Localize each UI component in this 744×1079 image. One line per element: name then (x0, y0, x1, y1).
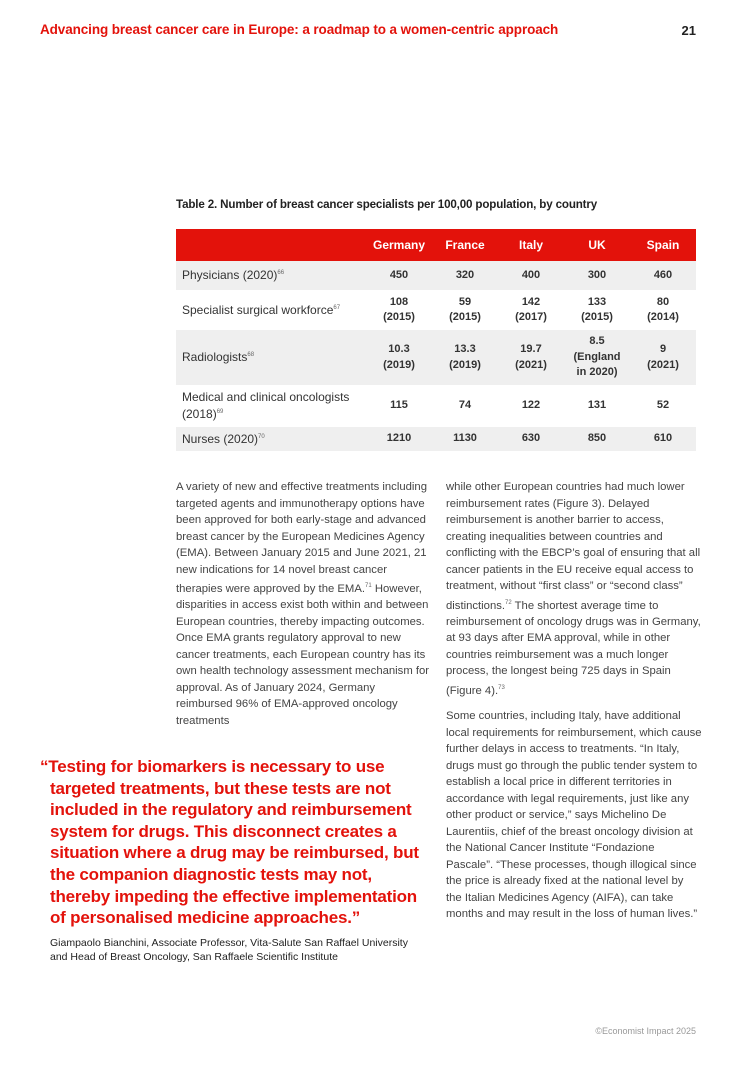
table-row (176, 261, 696, 290)
table-cell: 133 (2015) (564, 290, 630, 330)
table-cell: 10.3 (2019) (366, 330, 432, 385)
footnote-ref: 68 (247, 352, 255, 359)
table-cell: 850 (564, 427, 630, 451)
table-cell: 450 (366, 261, 432, 290)
row-label: Medical and clinical oncologists $(2018)^{69}$ (176, 385, 366, 427)
header-empty (176, 229, 366, 261)
table-row (176, 290, 696, 330)
table-cell: 52 (630, 385, 696, 427)
table-cell: 1130 (432, 427, 498, 451)
column-header: Germany (366, 229, 432, 261)
row-label: Nurses $(2020)^{70}$ (176, 427, 366, 451)
footnote-ref: 72 (505, 599, 512, 606)
table-row (176, 385, 696, 427)
table-row (176, 330, 696, 385)
table-cell: 122 (498, 385, 564, 427)
table-cell: 610 (630, 427, 696, 451)
table-cell: 13.3 (2019) (432, 330, 498, 385)
body-paragraph: while other European countries had much lower reimbursement rates (Figure 3). Delayed reimbursement is another barrier to access, creating inequalities between countries and conflicting with the EBCP’s goal of ensuring that all cancer patients in the EU receive equal access to treatment, without “first class” or “second class” distinctions.$^{72}$ The shortest average time to reimbursement of oncology drugs was in Germany, at 93 days after EMA approval, while in other countries reimbursement was a much longer process, the longest being 725 days in Spain (Figure 4).$^{73}$ (446, 481, 701, 697)
row-label: Radiologists$^{68}$ (176, 330, 366, 385)
body-paragraph: Some countries, including Italy, have additional local requirements for reimbursement, which cause further delays in access to treatments. “In Italy, drugs must go through the public tender system to establish a local price in different territories in accordance with legal requirements, just like any other product or service,” says Michelino De Laurentiis, chief of the breast oncology division at the National Cancer Institute “Fondazione Pascale”. “These processes, though illogical since the price is already fixed at the national level by the Italian Medicines Agency (AIFA), can take months and may result in the loss of human lives.” (446, 710, 702, 921)
footnote-ref: 66 (277, 270, 285, 277)
body-paragraph: A variety of new and effective treatments including targeted agents and immunotherapy options have been approved for both early-stage and advanced breast cancer by the European Medicines Agency (EMA). Between January 2015 and June 2021, 21 new indications for 14 novel breast cancer therapies were approved by the EMA.$^{71}$ However, disparities in access exist both within and between European countries, thereby impacting outcomes. Once EMA grants regulatory approval to new cancer treatments, each European country has its own health technology assessment mechanism for approval. As of January 2024, Germany reimbursed 96% of EMA-approved oncology treatments (176, 481, 430, 727)
report-title: Advancing breast cancer care in Europe: a roadmap to a women-centric approach (40, 22, 559, 37)
specialists-table (176, 229, 696, 451)
table-cell: 300 (564, 261, 630, 290)
table-cell: 74 (432, 385, 498, 427)
page-number: 21 (681, 23, 696, 38)
attribution-line: Giampaolo Bianchini, Associate Professor, Vita-Salute San Raffael University (50, 937, 408, 949)
table-cell: 142 (2017) (498, 290, 564, 330)
body-column-left (176, 479, 432, 729)
row-label: Physicians $(2020)^{66}$ (176, 261, 366, 290)
table-cell: 115 (366, 385, 432, 427)
table-cell: 460 (630, 261, 696, 290)
quote-attribution (50, 937, 450, 964)
table-caption: Table 2. Number of breast cancer specialists per 100,00 population, by country (176, 198, 598, 211)
attribution-line: and Head of Breast Oncology, San Raffaele Scientific Institute (50, 950, 338, 963)
footnote-ref: 67 (333, 304, 341, 311)
copyright-footer: ©Economist Impact 2025 (595, 1026, 696, 1036)
column-header: France (432, 229, 498, 261)
column-header: Spain (630, 229, 696, 261)
table-row (176, 427, 696, 451)
footnote-ref: 71 (365, 583, 372, 589)
table-cell: 9 (2021) (630, 330, 696, 385)
table-cell: 19.7 (2021) (498, 330, 564, 385)
table-header-row (176, 229, 696, 261)
table-cell: 59 (2015) (432, 290, 498, 330)
quote-text: “Testing for biomarkers is necessary to use targeted treatments, but these tests are not included in the regulatory and reimbursement system for drugs. This disconnect creates a situation where a drug may be reimbursed, but the companion diagnostic tests may not, thereby impeding the effective implementation of personalised medicine approaches.” (40, 757, 419, 928)
table-cell: 80 (2014) (630, 290, 696, 330)
table-cell: 108 (2015) (366, 290, 432, 330)
pull-quote (40, 756, 430, 929)
table-cell: 1210 (366, 427, 432, 451)
column-header: UK (564, 229, 630, 261)
footnote-ref: 69 (216, 409, 224, 415)
row-label: Specialist surgical workforce$^{67}$ (176, 290, 366, 330)
table-cell: 320 (432, 261, 498, 290)
table-cell: 630 (498, 427, 564, 451)
body-column-right (446, 479, 702, 932)
footnote-ref: 73 (498, 684, 505, 691)
table-cell: 131 (564, 385, 630, 427)
column-header: Italy (498, 229, 564, 261)
footnote-ref: 70 (258, 433, 265, 440)
table-cell: 8.5 (England in 2020) (564, 330, 630, 385)
table-cell: 400 (498, 261, 564, 290)
